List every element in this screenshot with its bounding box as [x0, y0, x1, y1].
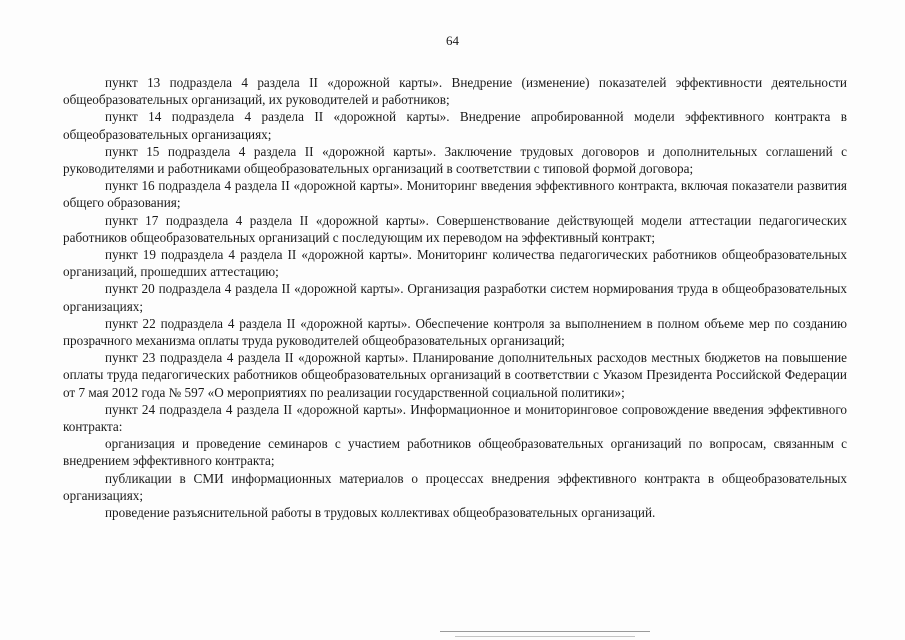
document-body	[63, 74, 847, 521]
paragraph-item-20: пункт 20 подраздела 4 раздела II «дорожной карты». Организация разработки систем нормирования труда в общеобразовательных организациях;	[63, 281, 847, 314]
paragraph-explanatory-work: проведение разъяснительной работы в трудовых коллективах общеобразовательных организаций.	[105, 505, 656, 521]
paragraph-item-22: пункт 22 подраздела 4 раздела II «дорожной карты». Обеспечение контроля за выполнением в полном объеме мер по созданию прозрачного механизма оплаты труда руководителей общеобразовательных организаций;	[63, 315, 847, 349]
footer-rule	[440, 631, 650, 632]
paragraph-seminars: организация и проведение семинаров с участием работников общеобразовательных организаций по вопросам, связанным с внедрением эффективного контракта;	[63, 436, 847, 469]
paragraph-item-15: пункт 15 подраздела 4 раздела II «дорожной карты». Заключение трудовых договоров и дополнительных соглашений с руководителями и работниками общеобразовательных организаций в соответствии с типовой формой договора;	[63, 143, 847, 177]
paragraph-item-14: пункт 14 подраздела 4 раздела II «дорожной карты». Внедрение апробированной модели эффективного контракта в общеобразовательных организациях;	[63, 109, 847, 142]
paragraph-item-13: пункт 13 подраздела 4 раздела II «дорожной карты». Внедрение (изменение) показателей эффективности деятельности общеобразовательных организаций, их руководителей и работников;	[63, 75, 847, 108]
paragraph-media-publications: публикации в СМИ информационных материалов о процессах внедрения эффективного контракта в общеобразовательных организациях;	[63, 470, 847, 503]
paragraph-item-23: пункт 23 подраздела 4 раздела II «дорожной карты». Планирование дополнительных расходов местных бюджетов на повышение оплаты труда педагогических работников общеобразовательных организаций в соответствии с Указом Президента Российской Федерации от 7 мая 2012 года № 597 «О мероприятиях по реализации государственной социальной политики»;	[63, 350, 847, 400]
paragraph-item-16: пункт 16 подраздела 4 раздела II «дорожной карты». Мониторинг введения эффективного контракта, включая показатели развития общего образования;	[63, 178, 847, 211]
footer-rule-secondary	[455, 636, 635, 637]
paragraph-item-17: пункт 17 подраздела 4 раздела II «дорожной карты». Совершенствование действующей модели аттестации педагогических работников общеобразовательных организаций с последующим их переводом на эффективный контракт;	[63, 212, 847, 245]
paragraph-item-24: пункт 24 подраздела 4 раздела II «дорожной карты». Информационное и мониторинговое сопровождение введения эффективного контракта:	[63, 401, 847, 435]
paragraph-item-19: пункт 19 подраздела 4 раздела II «дорожной карты». Мониторинг количества педагогических работников общеобразовательных организаций, прошедших аттестацию;	[63, 247, 847, 280]
page-number: 64	[446, 33, 459, 48]
